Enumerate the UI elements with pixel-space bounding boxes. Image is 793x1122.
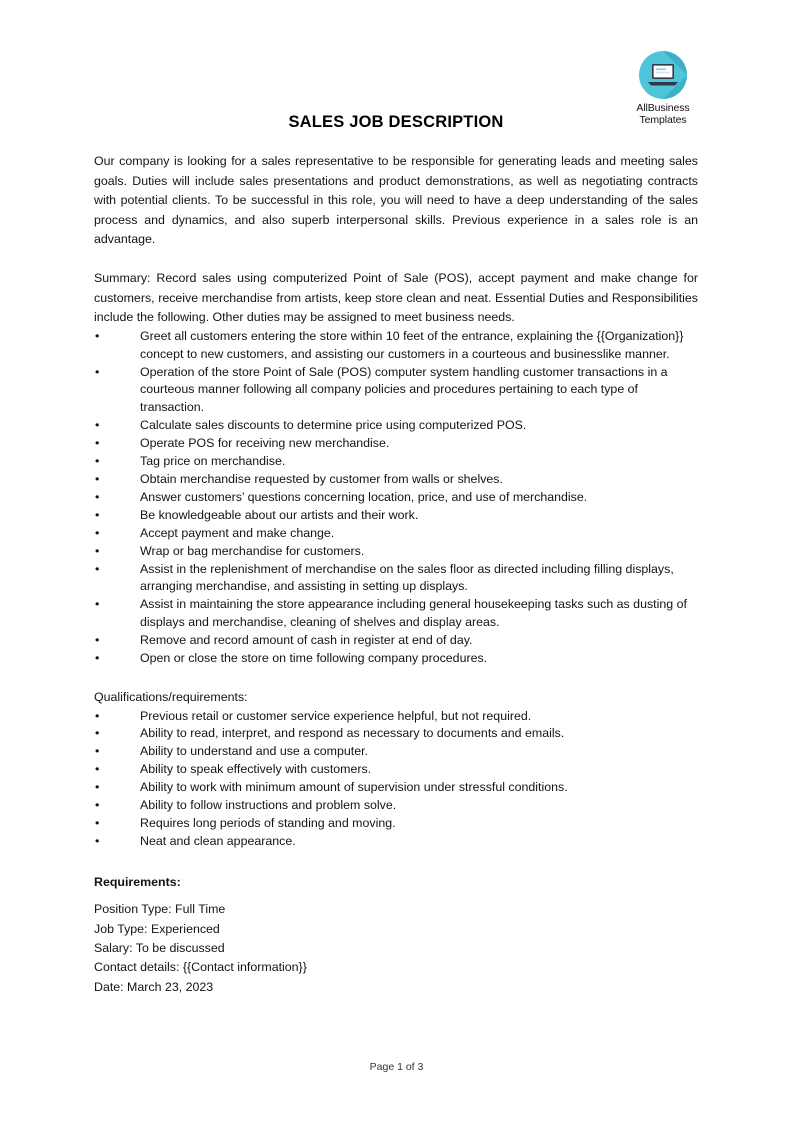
list-item	[94, 561, 698, 597]
intro-paragraph: Our company is looking for a sales representative to be responsible for generating leads and meeting sales goals. Duties will include sales presentations and product demonstrations, as well as negotiating contracts with potential clients. To be successful in this role, you will need to have a deep understanding of the sales process and dynamics, and also superb interpersonal skills. Previous experience in a sales role is an advantage.	[94, 154, 698, 247]
bullet-icon: •	[95, 525, 100, 540]
bullet-icon: •	[95, 798, 100, 813]
duties-list	[94, 328, 698, 668]
page-footer: Page 1 of 3	[369, 1061, 424, 1073]
bullet-icon: •	[95, 762, 100, 777]
requirements-heading: Requirements:	[94, 874, 181, 889]
list-item-text: Operate POS for receiving new merchandise.	[140, 436, 390, 451]
list-item	[94, 779, 698, 797]
list-item-text: Ability to read, interpret, and respond as necessary to documents and emails.	[140, 726, 565, 741]
list-item	[94, 364, 698, 418]
list-item-text: Wrap or bag merchandise for customers.	[140, 543, 365, 558]
bullet-icon: •	[95, 633, 100, 648]
list-item	[94, 525, 698, 543]
requirement-line: Position Type: Full Time	[94, 902, 226, 917]
summary-paragraph: Summary: Record sales using computerized Point of Sale (POS), accept payment and make change for customers, receive merchandise from artists, keep store clean and neat. Essential Duties and Responsibilities include the following. Other duties may be assigned to meet business needs.	[94, 270, 698, 325]
bullet-icon: •	[95, 833, 100, 848]
qualifications-list	[94, 708, 698, 851]
list-item	[94, 761, 698, 779]
bullet-icon: •	[95, 780, 100, 795]
bullet-icon: •	[95, 543, 100, 558]
requirement-line: Salary: To be discussed	[94, 941, 225, 955]
list-item-text: Accept payment and make change.	[140, 525, 335, 540]
list-item	[94, 833, 698, 851]
bullet-icon: •	[95, 561, 100, 576]
bullet-icon: •	[95, 472, 100, 486]
list-item	[94, 471, 698, 489]
bullet-icon: •	[95, 489, 100, 504]
list-item-text: Greet all customers entering the store within 10 feet of the entrance, explaining the {{Organization}} concept to new customers, and assisting our customers in a courteous and businesslike manner.	[140, 328, 684, 361]
list-item	[94, 328, 698, 364]
logo-text-line2: Templates	[639, 113, 687, 126]
list-item	[94, 435, 698, 453]
list-item-text: Ability to follow instructions and problem solve.	[140, 798, 397, 813]
list-item-text: Assist in the replenishment of merchandise on the sales floor as directed including filling displays, arranging merchandise, and assisting in setting up displays.	[140, 561, 674, 594]
bullet-icon: •	[95, 507, 100, 522]
list-item-text: Obtain merchandise requested by customer from walls or shelves.	[140, 472, 503, 486]
requirement-line: Job Type: Experienced	[94, 921, 220, 936]
bullet-icon: •	[95, 816, 100, 830]
list-item	[94, 815, 698, 833]
bullet-icon: •	[95, 744, 100, 759]
bullet-icon: •	[95, 436, 100, 451]
list-item	[94, 708, 698, 726]
requirement-line: Contact details: {{Contact information}}	[94, 960, 307, 975]
page-title: SALES JOB DESCRIPTION	[288, 113, 504, 131]
list-item-text: Remove and record amount of cash in register at end of day.	[140, 633, 473, 648]
list-item	[94, 596, 698, 632]
list-item-text: Open or close the store on time following company procedures.	[140, 651, 488, 666]
list-item	[94, 650, 698, 668]
list-item-text: Operation of the store Point of Sale (POS) computer system handling customer transactions in a courteous manner following all company policies and procedures pertaining to each type of transaction.	[140, 364, 668, 415]
list-item-text: Ability to work with minimum amount of supervision under stressful conditions.	[140, 780, 568, 795]
list-item-text: Ability to understand and use a computer.	[140, 744, 368, 759]
bullet-icon: •	[95, 418, 100, 433]
list-item	[94, 507, 698, 525]
bullet-icon: •	[95, 726, 100, 741]
list-item-text: Tag price on merchandise.	[140, 454, 286, 469]
bullet-icon: •	[95, 651, 100, 666]
list-item	[94, 489, 698, 507]
bullet-icon: •	[95, 328, 100, 343]
list-item	[94, 543, 698, 561]
list-item-text: Neat and clean appearance.	[140, 833, 296, 848]
list-item-text: Calculate sales discounts to determine price using computerized POS.	[140, 418, 527, 433]
bullet-icon: •	[95, 454, 100, 469]
bullet-icon: •	[95, 708, 100, 723]
list-item	[94, 743, 698, 761]
requirement-line: Date: March 23, 2023	[94, 979, 214, 994]
list-item-text: Answer customers’ questions concerning location, price, and use of merchandise.	[140, 489, 588, 504]
bullet-icon: •	[95, 364, 100, 379]
requirements-details	[94, 900, 698, 996]
list-item-text: Be knowledgeable about our artists and their work.	[140, 507, 419, 522]
document-body	[94, 0, 698, 997]
list-item-text: Requires long periods of standing and moving.	[140, 816, 396, 830]
bullet-icon: •	[95, 597, 100, 612]
list-item-text: Ability to speak effectively with customers.	[140, 762, 372, 777]
logo-text-line1: AllBusiness	[636, 102, 690, 114]
list-item-text: Previous retail or customer service experience helpful, but not required.	[140, 708, 532, 723]
list-item	[94, 725, 698, 743]
list-item-text: Assist in maintaining the store appearance including general housekeeping tasks such as dusting of displays and merchandise, cleaning of shelves and display areas.	[140, 597, 687, 630]
list-item	[94, 632, 698, 650]
list-item	[94, 797, 698, 815]
list-item	[94, 453, 698, 471]
list-item	[94, 417, 698, 435]
qualifications-heading: Qualifications/requirements:	[94, 689, 248, 704]
